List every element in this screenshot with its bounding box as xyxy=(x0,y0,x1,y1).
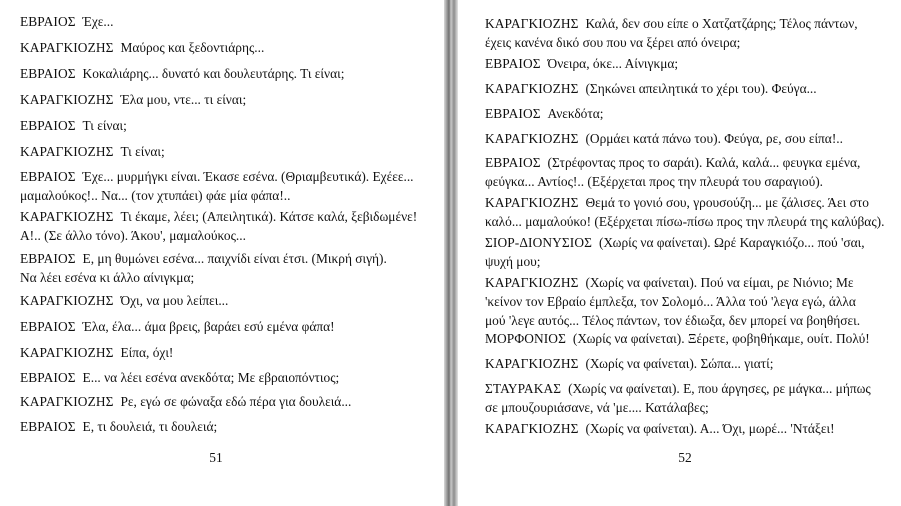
dialogue-line xyxy=(485,79,817,98)
dialogue-line xyxy=(485,354,774,373)
dialogue-line xyxy=(485,252,865,271)
dialogue-paragraph xyxy=(485,354,774,373)
dialogue-line xyxy=(20,291,228,310)
dialogue-paragraph xyxy=(20,12,113,31)
dialogue-text: έχεις κανένα δικό σου που να ξέρει από όνειρα; xyxy=(485,35,741,50)
dialogue-text: (Χωρίς να φαίνεται). Ε, που άργησες, ρε μάγκα... μήπως xyxy=(568,381,871,396)
dialogue-text: (Στρέφοντας προς το σαράι). Καλά, καλά... φευγκα εμένα, xyxy=(547,155,861,170)
dialogue-paragraph xyxy=(485,14,858,52)
speaker-name: ΚΑΡΑΓΚΙΟΖΗΣ xyxy=(485,275,579,290)
dialogue-paragraph xyxy=(485,233,865,271)
speaker-name: ΕΒΡΑΙΟΣ xyxy=(20,118,76,133)
left-page xyxy=(0,0,444,506)
dialogue-paragraph xyxy=(485,54,678,73)
speaker-name: ΚΑΡΑΓΚΙΟΖΗΣ xyxy=(20,92,114,107)
dialogue-line xyxy=(485,273,860,292)
speaker-name: ΕΒΡΑΙΟΣ xyxy=(20,66,76,81)
dialogue-paragraph xyxy=(485,79,817,98)
dialogue-line xyxy=(485,129,843,148)
dialogue-text: Καλά, δεν σου είπε ο Χατζατζάρης; Τέλος πάντων, xyxy=(585,16,858,31)
dialogue-text: μού 'λεγε αυτός... Τέλος πάντων, τον έδιωξα, δεν μπορεί να βοηθήσει. xyxy=(485,313,861,328)
dialogue-paragraph xyxy=(485,129,843,148)
dialogue-text: σε μπουζουριάσανε, νά 'με.... Κατάλαβες; xyxy=(485,400,709,415)
dialogue-line xyxy=(20,268,387,287)
dialogue-paragraph xyxy=(20,368,339,387)
dialogue-line xyxy=(485,33,858,52)
dialogue-line xyxy=(485,398,871,417)
dialogue-text: (Χωρίς να φαίνεται). Ωρέ Καραγκιόζο... πού 'σαι, xyxy=(598,235,865,250)
speaker-name: ΕΒΡΑΙΟΣ xyxy=(485,106,541,121)
left-page-number: 51 xyxy=(209,450,223,465)
dialogue-text: (Χωρίς να φαίνεται). Α... Όχι, μωρέ... 'Ντάξει! xyxy=(585,421,835,436)
dialogue-text: Τι έκαμε, λέει; (Απειλητικά). Κάτσε καλά, ξεβιδωμένε! xyxy=(120,209,418,224)
dialogue-text: (Ορμάει κατά πάνω του). Φεύγα, ρε, σου είπα!.. xyxy=(585,131,843,146)
dialogue-line xyxy=(20,116,127,135)
speaker-name: ΜΟΡΦΟΝΙΟΣ xyxy=(485,331,566,346)
dialogue-line xyxy=(20,142,165,161)
dialogue-line xyxy=(20,38,264,57)
dialogue-text: Α!.. (Σε άλλο τόνο). Άκου', μαμαλούκος... xyxy=(20,228,246,243)
dialogue-text: φεύγκα... Αντίος!.. (Εξέρχεται προς την πλευρά του σαραγιού). xyxy=(485,174,824,189)
dialogue-text: (Σηκώνει απειλητικά το χέρι του). Φεύγα... xyxy=(585,81,817,96)
dialogue-text: Έλα μου, ντε... τι είναι; xyxy=(120,92,247,107)
dialogue-text: Ανεκδότα; xyxy=(547,106,604,121)
dialogue-text: Όνειρα, όκε... Αίνιγκμα; xyxy=(547,56,679,71)
dialogue-line xyxy=(20,90,246,109)
dialogue-text: Έλα, έλα... άμα βρεις, βαράει εσύ εμένα φάπα! xyxy=(82,319,335,334)
speaker-name: ΚΑΡΑΓΚΙΟΖΗΣ xyxy=(485,16,579,31)
dialogue-text: Θεμά το γονιό σου, γρουσούζη... με ζάλισες. Άει στο xyxy=(585,195,869,210)
dialogue-text: (Χωρίς να φαίνεται). Ξέρετε, φοβηθήκαμε, ουίτ. Πολύ! xyxy=(572,331,870,346)
dialogue-line xyxy=(485,329,870,348)
dialogue-text: Τι είναι; xyxy=(82,118,127,133)
speaker-name: ΚΑΡΑΓΚΙΟΖΗΣ xyxy=(485,81,579,96)
dialogue-text: (Χωρίς να φαίνεται). Σώπα... γιατί; xyxy=(585,356,774,371)
dialogue-text: Ε, μη θυμώνει εσένα... παιχνίδι είναι έτσι. (Μικρή σιγή). xyxy=(82,251,387,266)
speaker-name: ΕΒΡΑΙΟΣ xyxy=(20,251,76,266)
speaker-name: ΚΑΡΑΓΚΙΟΖΗΣ xyxy=(20,345,114,360)
dialogue-text: καλό... μαμαλούκο! (Εξέρχεται πίσω-πίσω προς την πλευρά της καλύβας). xyxy=(485,214,885,229)
dialogue-line xyxy=(20,343,173,362)
dialogue-paragraph xyxy=(20,64,344,83)
dialogue-text: Μαύρος και ξεδοντιάρης... xyxy=(120,40,265,55)
dialogue-line xyxy=(485,379,871,398)
speaker-name: ΚΑΡΑΓΚΙΟΖΗΣ xyxy=(485,356,579,371)
dialogue-paragraph xyxy=(485,193,884,231)
speaker-name: ΚΑΡΑΓΚΙΟΖΗΣ xyxy=(485,421,579,436)
dialogue-paragraph xyxy=(485,273,860,330)
speaker-name: ΕΒΡΑΙΟΣ xyxy=(20,14,76,29)
dialogue-text: Έχε... xyxy=(82,14,114,29)
speaker-name: ΕΒΡΑΙΟΣ xyxy=(20,169,76,184)
dialogue-line xyxy=(485,233,865,252)
speaker-name: ΕΒΡΑΙΟΣ xyxy=(485,56,541,71)
speaker-name: ΚΑΡΑΓΚΙΟΖΗΣ xyxy=(485,195,579,210)
dialogue-line xyxy=(20,392,351,411)
dialogue-paragraph xyxy=(20,291,228,310)
speaker-name: ΕΒΡΑΙΟΣ xyxy=(20,319,76,334)
speaker-name: ΚΑΡΑΓΚΙΟΖΗΣ xyxy=(20,40,114,55)
dialogue-line xyxy=(485,14,858,33)
dialogue-line xyxy=(485,153,860,172)
dialogue-text: Ε... να λέει εσένα ανεκδότα; Με εβραιοπόντιος; xyxy=(82,370,340,385)
dialogue-paragraph xyxy=(20,116,127,135)
dialogue-line xyxy=(485,193,884,212)
dialogue-line xyxy=(20,417,217,436)
speaker-name: ΣΙΟΡ-ΔΙΟΝΥΣΙΟΣ xyxy=(485,235,593,250)
dialogue-paragraph xyxy=(20,38,264,57)
dialogue-text: μαμαλούκος!.. Να... (τον χτυπάει) φάε μία φάπα!.. xyxy=(20,188,291,203)
speaker-name: ΚΑΡΑΓΚΙΟΖΗΣ xyxy=(20,209,114,224)
dialogue-paragraph xyxy=(485,153,860,191)
dialogue-line xyxy=(20,64,344,83)
dialogue-paragraph xyxy=(20,417,217,436)
dialogue-paragraph xyxy=(20,249,387,287)
speaker-name: ΣΤΑΥΡΑΚΑΣ xyxy=(485,381,562,396)
dialogue-line xyxy=(20,317,335,336)
speaker-name: ΚΑΡΑΓΚΙΟΖΗΣ xyxy=(485,131,579,146)
dialogue-text: Έχε... μυρμήγκι είναι. Έκασε εσένα. (Θριαμβευτικά). Εχέεε... xyxy=(82,169,414,184)
dialogue-line xyxy=(20,226,417,245)
speaker-name: ΕΒΡΑΙΟΣ xyxy=(20,370,76,385)
dialogue-text: Να λέει εσένα κι άλλο αίνιγκμα; xyxy=(20,270,195,285)
dialogue-paragraph xyxy=(485,379,871,417)
dialogue-text: Κοκαλιάρης... δυνατό και δουλευτάρης. Τι είναι; xyxy=(82,66,345,81)
dialogue-text: ψυχή μου; xyxy=(485,254,541,269)
speaker-name: ΕΒΡΑΙΟΣ xyxy=(485,155,541,170)
dialogue-line xyxy=(20,249,387,268)
dialogue-text: Τι είναι; xyxy=(120,144,165,159)
dialogue-line xyxy=(485,292,860,311)
dialogue-text: Είπα, όχι! xyxy=(120,345,174,360)
speaker-name: ΚΑΡΑΓΚΙΟΖΗΣ xyxy=(20,394,114,409)
right-page-number: 52 xyxy=(678,450,692,465)
dialogue-paragraph xyxy=(20,317,335,336)
dialogue-paragraph xyxy=(20,392,351,411)
dialogue-paragraph xyxy=(20,90,246,109)
dialogue-paragraph xyxy=(20,207,417,245)
dialogue-text: Ε, τι δουλειά, τι δουλειά; xyxy=(82,419,218,434)
dialogue-line xyxy=(20,368,339,387)
dialogue-paragraph xyxy=(485,419,835,438)
speaker-name: ΕΒΡΑΙΟΣ xyxy=(20,419,76,434)
dialogue-line xyxy=(485,54,678,73)
right-page xyxy=(458,0,901,506)
speaker-name: ΚΑΡΑΓΚΙΟΖΗΣ xyxy=(20,293,114,308)
dialogue-paragraph xyxy=(20,167,414,205)
dialogue-line xyxy=(485,104,603,123)
dialogue-text: (Χωρίς να φαίνεται). Πού να είμαι, ρε Νιόνιο; Με xyxy=(585,275,854,290)
speaker-name: ΚΑΡΑΓΚΙΟΖΗΣ xyxy=(20,144,114,159)
dialogue-paragraph xyxy=(20,343,173,362)
dialogue-paragraph xyxy=(485,104,603,123)
book-gutter xyxy=(444,0,458,506)
dialogue-line xyxy=(20,167,414,186)
dialogue-line xyxy=(485,311,860,330)
dialogue-line xyxy=(20,207,417,226)
dialogue-line xyxy=(485,419,835,438)
dialogue-text: 'κείνον τον Εβραίο έμπλεξα, τον Σολομό... Άλλα τού 'λεγα εγώ, άλλα xyxy=(485,294,856,309)
dialogue-line xyxy=(20,12,113,31)
dialogue-paragraph xyxy=(20,142,165,161)
dialogue-line xyxy=(20,186,414,205)
dialogue-line xyxy=(485,172,860,191)
dialogue-line xyxy=(485,212,884,231)
dialogue-text: Ρε, εγώ σε φώναξα εδώ πέρα για δουλειά... xyxy=(120,394,352,409)
dialogue-text: Όχι, να μου λείπει... xyxy=(120,293,229,308)
dialogue-paragraph xyxy=(485,329,870,348)
